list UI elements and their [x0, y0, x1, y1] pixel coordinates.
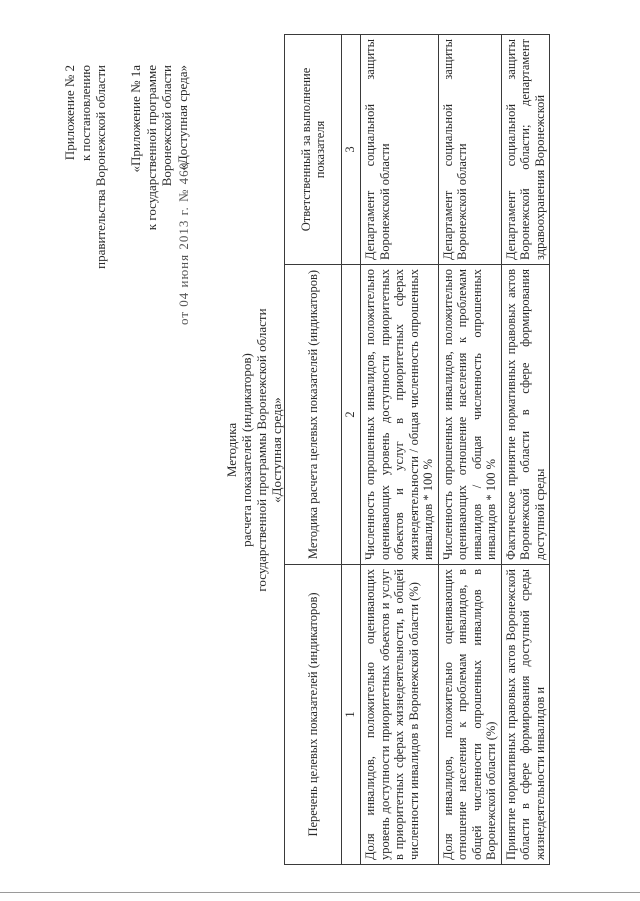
- scan-edge-line: [0, 892, 640, 893]
- indicator-cell: Доля инвалидов, положительно оценивающих отношение населения к проблемам инвалидов, в общей численности опрошенных инвалидов в Воронежской области (%): [438, 565, 501, 865]
- table-header-row: [285, 35, 342, 865]
- header-indicators: Перечень целевых показателей (индикаторов): [285, 565, 342, 865]
- appendix-1a-line: «Доступная среда»: [174, 65, 190, 171]
- appendix-2-line: Приложение № 2: [62, 65, 77, 161]
- indicator-cell: Доля инвалидов, положительно оценивающих уровень доступности приоритетных объектов и услуг в приоритетных сферах жизнедеятельности, в общей численности инвалидов в Воронежской области (%): [361, 565, 439, 865]
- responsible-cell: Департамент социальной защиты Воронежской области; департамент здравоохранения Воронежской: [501, 35, 550, 265]
- indicators-table: [284, 34, 550, 865]
- header-responsible: Ответственный за выполнение показателя: [285, 35, 342, 265]
- title-line: государственной программы Воронежской области: [254, 308, 269, 592]
- document-title: [224, 35, 284, 865]
- column-number: 2: [342, 265, 361, 565]
- appendix-1a-line: Воронежской области: [159, 65, 174, 187]
- column-number: 3: [342, 35, 361, 265]
- title-line: «Доступная среда»: [269, 397, 284, 503]
- indicator-cell: Принятие нормативных правовых актов Воронежской области в сфере формирования доступной среды жизнедеятельности инвалидов и: [501, 565, 550, 865]
- appendix-2-line: правительства Воронежской области: [93, 65, 108, 269]
- header-method: Методика расчета целевых показателей (индикаторов): [285, 265, 342, 565]
- responsible-cell: Департамент социальной защиты Воронежской области: [438, 35, 501, 265]
- title-line: Методика: [224, 422, 239, 478]
- appendix-1a-block: [128, 65, 190, 230]
- table-row: [501, 35, 550, 865]
- resolution-date: от 04 июня 2013 г. № 460: [176, 161, 191, 325]
- appendix-1a-line: «Приложение № 1а: [128, 65, 143, 173]
- appendix-2-block: [62, 65, 109, 269]
- column-number: 1: [342, 565, 361, 865]
- appendix-2-line: к постановлению: [77, 65, 93, 162]
- table-row: [361, 35, 439, 865]
- table-row: [438, 35, 501, 865]
- title-line: расчета показателей (индикаторов): [239, 353, 254, 547]
- method-cell: Численность опрошенных инвалидов, положительно оценивающих отношение населения к проблемам инвалидов / общая численность опрошенных инвалидов * 100 %: [438, 265, 501, 565]
- method-cell: Численность опрошенных инвалидов, положительно оценивающих уровень доступности приоритетных объектов и услуг в приоритетных сферах жизнедеятельности / общая численность опрошенных инвалидов * 100 %: [361, 265, 439, 565]
- responsible-cell: Департамент социальной защиты Воронежской области: [361, 35, 439, 265]
- column-number-row: [342, 35, 361, 865]
- appendix-1a-line: к государственной программе: [143, 65, 159, 231]
- method-cell: Фактическое принятие нормативных правовых актов Воронежской области в сфере формирования доступной среды: [501, 265, 550, 565]
- document-content: [0, 35, 640, 865]
